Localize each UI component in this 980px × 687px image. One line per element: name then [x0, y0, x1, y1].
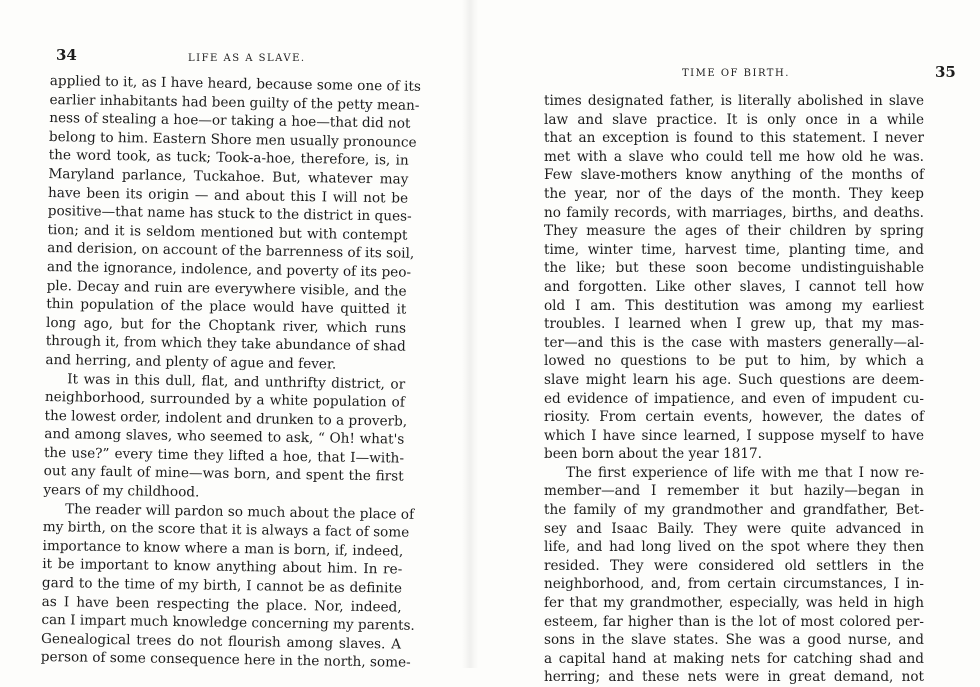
text-line: importance to know where a man is born, if, indeed,: [42, 537, 404, 560]
text-line: They measure the ages of their children by spring: [544, 223, 924, 240]
text-line: the like; but these soon become undistinguishable: [544, 260, 924, 277]
text-line: thin population of the place would have quitted it: [46, 296, 407, 318]
text-line: positive—that name has stuck to the district in ques-: [47, 203, 412, 225]
text-line: Few slave-mothers know anything of the months of: [544, 167, 924, 184]
text-line: as I have been respecting the place. Nor, indeed,: [41, 593, 402, 616]
text-line: belong to him. Eastern Shore men usually pronounce: [48, 128, 417, 151]
text-line: ed evidence of impatience, and even of impudent cu-: [544, 390, 924, 407]
text-line: can I impart much knowledge concerning my parents.: [41, 612, 415, 635]
text-line: and the ignorance, indolence, and poverty of its peo-: [46, 258, 412, 281]
text-line: my birth, on the score that it is always a fact of some: [42, 519, 410, 541]
text-line: times designated father, is literally abolished in slave: [544, 93, 924, 109]
right-page-number: 35: [935, 63, 956, 81]
text-line: ter—and this is the case with masters generally—al-: [544, 334, 924, 351]
text-line: it be important to know anything about him. In re-: [42, 556, 403, 579]
text-line: no family records, with marriages, births, and deaths.: [544, 204, 924, 221]
text-line: and derision, on account of the barrenness of its soil,: [47, 240, 415, 263]
text-line: and forgotten. Like other slaves, I cannot tell how: [544, 278, 924, 295]
text-line: out any fault of mine—was born, and spent the first: [43, 463, 404, 486]
text-line: The first experience of life with me that I now re-: [566, 464, 924, 481]
text-line: troubles. I learned when I grew up, that my mas-: [544, 316, 924, 333]
text-line: been born about the year 1817.: [544, 446, 763, 463]
text-line: person of some consequence here in the north, some-: [40, 649, 411, 672]
text-line: Maryland parlance, Tuckahoe. But, whatever may: [48, 165, 409, 188]
text-line: lowed no questions to be put to him, by which a: [544, 353, 924, 370]
text-line: met with a slave who could tell me how old he was.: [544, 148, 924, 165]
text-line: resided. They were considered old settlers in the: [544, 557, 924, 574]
text-line: life, and had long lived on the spot where they then: [544, 539, 924, 556]
text-line: riosity. From certain events, however, the dates of: [544, 409, 924, 426]
text-line: slave might learn his age. Such questions are deem-: [544, 371, 924, 388]
text-line: old I am. This destitution was among my earliest: [544, 297, 924, 314]
text-line: tion; and it is seldom mentioned but with contempt: [47, 221, 408, 244]
text-line: ple. Decay and ruin are everywhere visible, and the: [46, 277, 407, 300]
text-line: and among slaves, who seemed to ask, “ Oh! what's: [44, 426, 405, 448]
text-line: member—and I remember it but hazily—began in: [544, 483, 924, 500]
text-line: neighborhood, and, from certain circumstances, I in-: [544, 576, 924, 593]
text-line: It was in this dull, flat, and unthrifty district, or: [67, 370, 406, 393]
text-line: applied to it, as I have heard, because some one of its: [49, 72, 421, 95]
text-line: fer that my grandmother, especially, was held in high: [544, 595, 924, 612]
text-line: the word took, as tuck; Took-a-hoe, therefore, is, in: [48, 147, 409, 170]
text-line: esteem, far higher than is the lot of most colored per-: [544, 613, 924, 630]
text-line: and herring, and plenty of ague and fever.: [45, 351, 337, 373]
text-line: have been its origin — and about this I will not be: [47, 184, 409, 207]
text-line: that an exception is found to this statement. I never: [544, 130, 924, 147]
left-running-head: LIFE AS A SLAVE.: [188, 53, 306, 64]
text-line: which I have since learned, I suppose myself to have: [544, 427, 924, 444]
text-line: sons in the slave states. She was a good nurse, and: [544, 632, 924, 649]
left-text-block: [40, 72, 421, 673]
right-text-block: [544, 92, 924, 687]
right-page: [470, 0, 980, 686]
left-page-number: 34: [56, 46, 77, 64]
text-line: the use?” every time they lifted a hoe, that I—with-: [43, 444, 405, 467]
text-line: sey and Isaac Baily. They were quite advanced in: [544, 520, 924, 537]
text-line: Genealogical trees do not flourish among slaves. A: [40, 630, 402, 653]
text-line: through it, from which they take abundance of shad: [45, 333, 406, 355]
text-line: years of my childhood.: [43, 482, 200, 501]
text-line: herring; and these nets were in great demand, not: [544, 669, 924, 686]
text-line: the year, nor of the days of the month. They keep: [544, 185, 924, 202]
text-line: ness of stealing a hoe—or taking a hoe—that did not: [49, 110, 411, 132]
text-line: law and slave practice. It is only once in a while: [544, 111, 924, 128]
text-line: The reader will pardon so much about the place of: [65, 500, 415, 523]
text-line: a capital hand at making nets for catching shad and: [544, 650, 924, 667]
text-line: gard to the time of my birth, I cannot be as definite: [41, 574, 403, 597]
text-line: earlier inhabitants had been guilty of the petty mean-: [49, 91, 420, 114]
right-running-head: TIME OF BIRTH.: [682, 68, 790, 79]
text-line: time, winter time, harvest time, planting time, and: [544, 241, 924, 258]
text-line: long ago, but for the Choptank river, which runs: [45, 314, 407, 337]
text-line: neighborhood, surrounded by a white population of: [44, 389, 405, 411]
text-line: the family of my grandmother and grandfather, Bet-: [544, 502, 924, 519]
left-page: [0, 0, 470, 672]
text-line: the lowest order, indolent and drunken to a proverb,: [44, 407, 408, 430]
